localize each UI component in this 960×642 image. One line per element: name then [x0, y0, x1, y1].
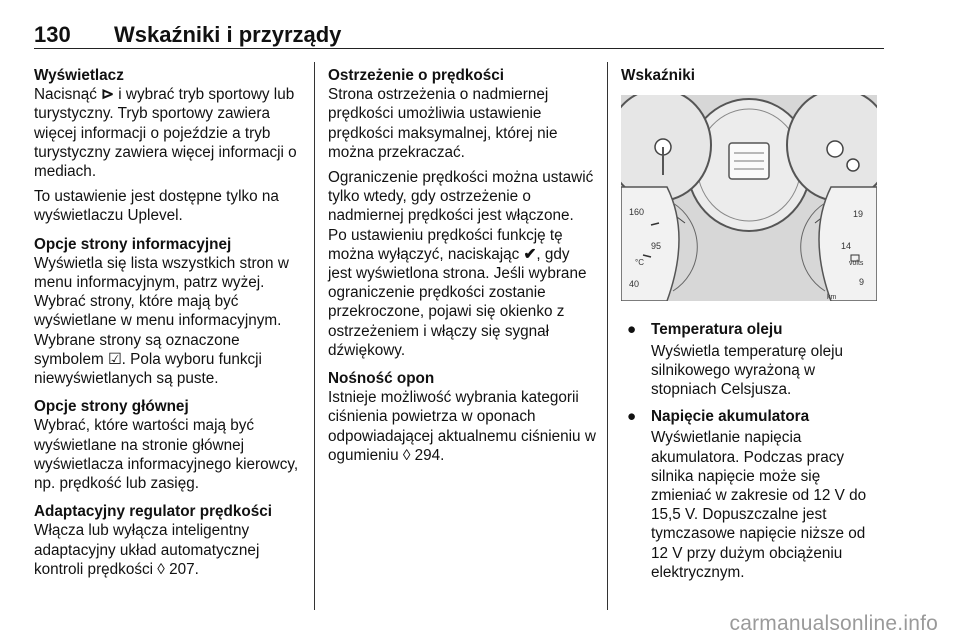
voltage-scale-high: 19 [853, 209, 864, 220]
section-tire-load [328, 369, 596, 465]
oil-temp-scale-low: 40 [629, 279, 640, 290]
section-title: Ostrzeżenie o prędkości [328, 67, 504, 84]
volts-label: volts [849, 260, 864, 268]
paragraph: Istnieje możliwość wybrania kategorii ciśnienia powietrza w oponach odpowiadającej aktualnemu ciśnieniu w ogumieniu ◊ 294. [328, 389, 596, 464]
oil-temp-scale-mid: 95 [651, 241, 662, 252]
column-divider-2 [607, 62, 608, 610]
section-display [34, 66, 302, 226]
section-title: Adaptacyjny regulator prędkości [34, 503, 273, 521]
paragraph: Strona ostrzeżenia o nadmiernej prędkości umożliwia ustawienie prędkości maksymalnej, której nie można przekraczać. [328, 86, 558, 161]
paragraph: Wyświetla się lista wszystkich stron w menu informacyjnym, patrz wyżej. Wybrać strony, które mają być wyświetlane w menu informacyjnym. Wybrane strony są oznaczone symbolem ☑. Pola wyboru funkcji niewyświetlanych są puste. [34, 254, 289, 388]
section-speed-warning [328, 66, 596, 360]
section-home-page-options [34, 397, 302, 493]
section-title: Wskaźniki [621, 67, 695, 84]
bullet-icon: ● [627, 321, 637, 339]
paragraph: To ustawienie jest dostępne tylko na wyświetlaczu Uplevel. [34, 188, 279, 225]
item-text: Wyświetla temperaturę oleju silnikowego wyrażoną w stopniach Celsjusza. [651, 342, 844, 399]
list-item [621, 407, 883, 582]
page-header [34, 18, 884, 49]
paragraph: Włącza lub wyłącza inteligentny adaptacyjny układ automatycznej kontroli prędkości ◊ 207. [34, 522, 260, 578]
section-title: Opcje strony głównej [34, 398, 189, 416]
section-title: Opcje strony informacyjnej [34, 235, 232, 253]
paragraph: Ograniczenie prędkości można ustawić tylko wtedy, gdy ostrzeżenie o nadmiernej prędkości jest włączone. Po ustawieniu prędkości funkcję tę można wyłączyć, naciskając ✔, gdy jest wyświetlona strona. Jeśli wybrane ograniczenie prędkości zostanie przekroczone, pojawi się okienko z ostrzeżeniem i włączy się sygnał dźwiękowy. [328, 169, 594, 359]
section-info-page-options [34, 235, 302, 389]
item-text: Wyświetlanie napięcia akumulatora. Podczas pracy silnika napięcie może się zmieniać w zakresie od 12 V do 15,5 V. Dopuszczalne jest tymczasowe napięcie niższe od 12 V przy dużym obciążeniu elektrycznym. [651, 429, 867, 581]
column-3 [621, 66, 883, 590]
page-reference-icon: ◊ [157, 560, 165, 578]
paragraph: Nacisnąć ⊳ i wybrać tryb sportowy lub turystyczny. Tryb sportowy zawiera więcej informacji o pojeździe a tryb turystyczny zawiera więcej informacji o mediach. [34, 86, 297, 181]
section-title: Wyświetlacz [34, 67, 124, 84]
watermark: carmanualsonline.info [729, 612, 938, 635]
column-divider-1 [314, 62, 315, 610]
list-item [621, 320, 883, 399]
voltage-scale-low: 9 [859, 277, 865, 288]
section-title: Nośność opon [328, 370, 435, 388]
page-reference[interactable]: 294. [410, 446, 445, 464]
paragraph: Wybrać, które wartości mają być wyświetlane na stronie głównej wyświetlacza informacyjnego kierowcy, np. prędkość lub zasięg. [34, 417, 299, 493]
page-number: 130 [34, 22, 71, 47]
checkbox-checked-icon: ☑ [107, 350, 122, 368]
page-reference[interactable]: 207. [164, 560, 199, 578]
column-2 [328, 66, 596, 474]
checkmark-icon: ✔ [523, 245, 537, 263]
page-reference-icon: ◊ [402, 446, 411, 464]
oil-temp-scale-high: 160 [629, 207, 645, 218]
play-icon: ⊳ [101, 86, 114, 104]
column-1 [34, 66, 302, 588]
page-title: Wskaźniki i przyrządy [114, 22, 342, 47]
km-label: km [827, 294, 837, 302]
bullet-icon: ● [627, 408, 637, 426]
item-title: Napięcie akumulatora [651, 408, 810, 426]
celsius-label: °C [635, 258, 644, 268]
voltage-scale-mid: 14 [841, 241, 852, 252]
instrument-cluster-illustration [621, 95, 877, 301]
item-title: Temperatura oleju [651, 321, 783, 339]
gauge-list [621, 320, 883, 582]
section-adaptive-cruise [34, 502, 302, 579]
